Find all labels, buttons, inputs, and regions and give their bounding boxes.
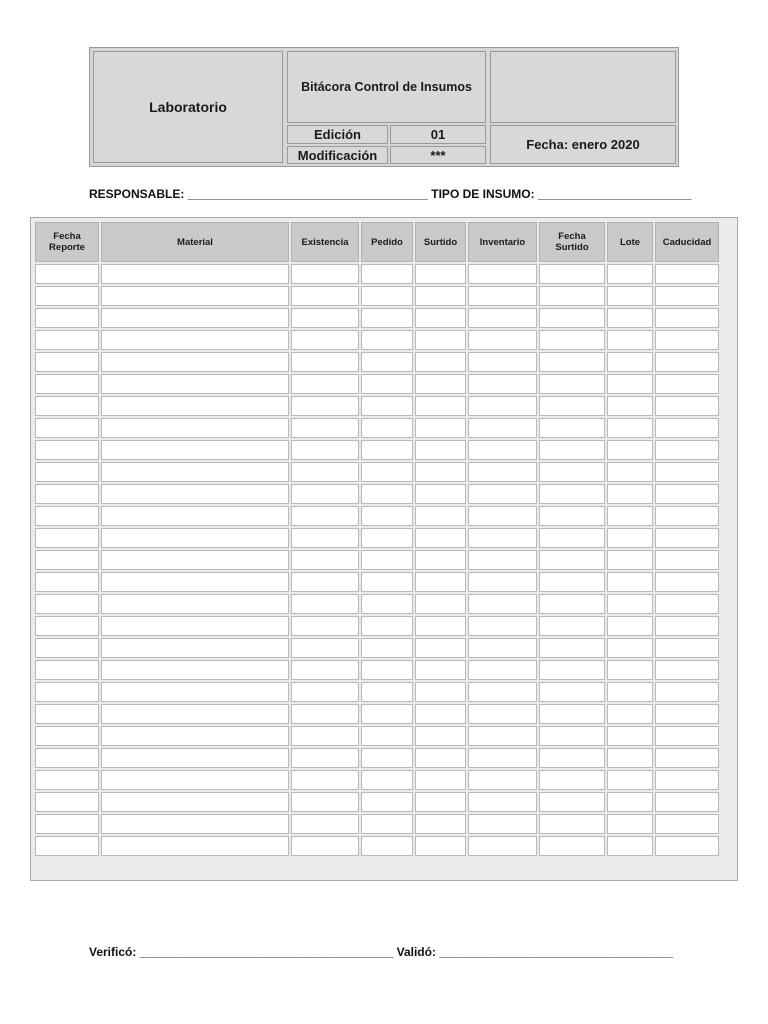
table-cell[interactable] <box>607 462 653 482</box>
table-cell[interactable] <box>291 396 359 416</box>
table-cell[interactable] <box>468 616 537 636</box>
table-cell[interactable] <box>101 286 289 306</box>
table-cell[interactable] <box>361 550 413 570</box>
table-cell[interactable] <box>35 660 99 680</box>
table-cell[interactable] <box>607 792 653 812</box>
table-cell[interactable] <box>607 440 653 460</box>
insumos-table <box>33 220 721 858</box>
table-cell[interactable] <box>361 264 413 284</box>
table-cell[interactable] <box>415 814 466 834</box>
table-cell[interactable] <box>35 704 99 724</box>
table-cell[interactable] <box>291 550 359 570</box>
table-cell[interactable] <box>539 572 605 592</box>
table-cell[interactable] <box>415 462 466 482</box>
table-cell[interactable] <box>539 594 605 614</box>
table-cell[interactable] <box>101 396 289 416</box>
table-cell[interactable] <box>361 638 413 658</box>
col-existencia: Existencia <box>291 222 359 262</box>
table-row <box>35 286 719 306</box>
table-cell[interactable] <box>655 308 719 328</box>
table-cell[interactable] <box>35 528 99 548</box>
table-cell[interactable] <box>539 616 605 636</box>
table-cell[interactable] <box>35 418 99 438</box>
table-cell[interactable] <box>655 594 719 614</box>
table-cell[interactable] <box>655 770 719 790</box>
table-cell[interactable] <box>291 682 359 702</box>
table-row <box>35 792 719 812</box>
edicion-value: 01 <box>390 125 486 144</box>
table-cell[interactable] <box>539 418 605 438</box>
table-cell[interactable] <box>291 770 359 790</box>
table-row <box>35 462 719 482</box>
table-cell[interactable] <box>607 264 653 284</box>
table-cell[interactable] <box>291 836 359 856</box>
table-cell[interactable] <box>415 374 466 394</box>
table-cell[interactable] <box>607 308 653 328</box>
table-cell[interactable] <box>361 374 413 394</box>
table-cell[interactable] <box>361 770 413 790</box>
responsable-tipo-line[interactable]: RESPONSABLE: ____________________________________ TIPO DE INSUMO: _______________________ <box>89 187 692 201</box>
table-row <box>35 440 719 460</box>
table-cell[interactable] <box>415 616 466 636</box>
table-cell[interactable] <box>35 748 99 768</box>
table-cell[interactable] <box>35 814 99 834</box>
table-cell[interactable] <box>468 792 537 812</box>
table-cell[interactable] <box>361 682 413 702</box>
table-cell[interactable] <box>35 374 99 394</box>
table-cell[interactable] <box>607 286 653 306</box>
table-cell[interactable] <box>415 440 466 460</box>
table-cell[interactable] <box>539 396 605 416</box>
table-cell[interactable] <box>101 308 289 328</box>
table-cell[interactable] <box>655 638 719 658</box>
col-pedido: Pedido <box>361 222 413 262</box>
logo-placeholder <box>490 51 676 123</box>
table-cell[interactable] <box>607 748 653 768</box>
table-cell[interactable] <box>291 594 359 614</box>
table-cell[interactable] <box>361 528 413 548</box>
table-cell[interactable] <box>607 594 653 614</box>
table-cell[interactable] <box>415 682 466 702</box>
table-cell[interactable] <box>607 616 653 636</box>
table-cell[interactable] <box>607 770 653 790</box>
table-cell[interactable] <box>415 330 466 350</box>
table-cell[interactable] <box>361 704 413 724</box>
table-body <box>35 264 719 856</box>
table-cell[interactable] <box>468 418 537 438</box>
table-cell[interactable] <box>415 726 466 746</box>
table-cell[interactable] <box>291 572 359 592</box>
table-cell[interactable] <box>655 792 719 812</box>
table-cell[interactable] <box>291 506 359 526</box>
table-cell[interactable] <box>655 264 719 284</box>
table-cell[interactable] <box>607 418 653 438</box>
table-row <box>35 374 719 394</box>
table-cell[interactable] <box>361 748 413 768</box>
table-cell[interactable] <box>415 264 466 284</box>
table-cell[interactable] <box>468 682 537 702</box>
table-cell[interactable] <box>655 418 719 438</box>
table-row <box>35 484 719 504</box>
table-cell[interactable] <box>35 792 99 812</box>
table-cell[interactable] <box>101 374 289 394</box>
table-cell[interactable] <box>361 792 413 812</box>
table-cell[interactable] <box>655 374 719 394</box>
fecha-label: Fecha: enero 2020 <box>490 125 676 164</box>
table-cell[interactable] <box>291 660 359 680</box>
table-cell[interactable] <box>468 440 537 460</box>
table-cell[interactable] <box>607 660 653 680</box>
table-cell[interactable] <box>291 792 359 812</box>
table-cell[interactable] <box>291 616 359 636</box>
table-cell[interactable] <box>291 286 359 306</box>
table-cell[interactable] <box>655 726 719 746</box>
table-cell[interactable] <box>35 616 99 636</box>
col-surtido: Surtido <box>415 222 466 262</box>
table-row <box>35 726 719 746</box>
table-row <box>35 308 719 328</box>
col-fecha-reporte: Fecha Reporte <box>35 222 99 262</box>
table-cell[interactable] <box>468 396 537 416</box>
table-cell[interactable] <box>607 484 653 504</box>
table-cell[interactable] <box>361 352 413 372</box>
table-cell[interactable] <box>291 726 359 746</box>
table-cell[interactable] <box>607 550 653 570</box>
table-cell[interactable] <box>655 572 719 592</box>
table-cell[interactable] <box>415 770 466 790</box>
table-cell[interactable] <box>361 484 413 504</box>
table-cell[interactable] <box>35 572 99 592</box>
table-cell[interactable] <box>415 396 466 416</box>
table-cell[interactable] <box>607 396 653 416</box>
table-cell[interactable] <box>291 814 359 834</box>
table-cell[interactable] <box>539 638 605 658</box>
signature-line[interactable]: Verificó: ______________________________________ Validó: ___________________________________ <box>89 945 673 959</box>
table-row <box>35 264 719 284</box>
table-cell[interactable] <box>415 704 466 724</box>
table-row <box>35 660 719 680</box>
table-cell[interactable] <box>101 352 289 372</box>
table-cell[interactable] <box>539 264 605 284</box>
table-cell[interactable] <box>101 440 289 460</box>
table-cell[interactable] <box>607 726 653 746</box>
table-cell[interactable] <box>101 484 289 504</box>
table-cell[interactable] <box>655 814 719 834</box>
table-cell[interactable] <box>655 616 719 636</box>
table-cell[interactable] <box>101 594 289 614</box>
table-row <box>35 418 719 438</box>
table-cell[interactable] <box>361 616 413 636</box>
table-cell[interactable] <box>468 462 537 482</box>
table-cell[interactable] <box>35 330 99 350</box>
table-cell[interactable] <box>655 704 719 724</box>
table-cell[interactable] <box>291 638 359 658</box>
table-cell[interactable] <box>539 770 605 790</box>
col-material: Material <box>101 222 289 262</box>
table-cell[interactable] <box>539 330 605 350</box>
table-cell[interactable] <box>35 396 99 416</box>
table-cell[interactable] <box>655 836 719 856</box>
table-cell[interactable] <box>361 286 413 306</box>
document-header <box>89 47 679 167</box>
table-cell[interactable] <box>655 748 719 768</box>
table-cell[interactable] <box>468 506 537 526</box>
table-cell[interactable] <box>415 836 466 856</box>
table-cell[interactable] <box>361 572 413 592</box>
table-cell[interactable] <box>539 308 605 328</box>
table-cell[interactable] <box>101 770 289 790</box>
table-cell[interactable] <box>607 704 653 724</box>
table-cell[interactable] <box>415 418 466 438</box>
table-cell[interactable] <box>468 638 537 658</box>
table-cell[interactable] <box>539 352 605 372</box>
table-cell[interactable] <box>539 814 605 834</box>
table-row <box>35 704 719 724</box>
table-cell[interactable] <box>607 638 653 658</box>
table-cell[interactable] <box>291 462 359 482</box>
table-cell[interactable] <box>291 374 359 394</box>
table-cell[interactable] <box>607 572 653 592</box>
table-cell[interactable] <box>539 484 605 504</box>
modificacion-value: *** <box>390 146 486 164</box>
table-cell[interactable] <box>101 814 289 834</box>
table-cell[interactable] <box>607 814 653 834</box>
table-cell[interactable] <box>607 836 653 856</box>
table-cell[interactable] <box>539 726 605 746</box>
table-cell[interactable] <box>539 748 605 768</box>
table-cell[interactable] <box>415 748 466 768</box>
table-cell[interactable] <box>35 440 99 460</box>
table-cell[interactable] <box>291 330 359 350</box>
table-cell[interactable] <box>35 726 99 746</box>
table-cell[interactable] <box>539 660 605 680</box>
table-cell[interactable] <box>361 396 413 416</box>
table-row <box>35 330 719 350</box>
table-cell[interactable] <box>468 286 537 306</box>
table-row <box>35 814 719 834</box>
table-cell[interactable] <box>655 396 719 416</box>
table-cell[interactable] <box>291 352 359 372</box>
table-cell[interactable] <box>607 506 653 526</box>
insumos-table-frame <box>30 217 738 881</box>
table-row <box>35 836 719 856</box>
table-cell[interactable] <box>291 264 359 284</box>
table-cell[interactable] <box>35 682 99 702</box>
table-cell[interactable] <box>415 484 466 504</box>
table-cell[interactable] <box>468 594 537 614</box>
table-cell[interactable] <box>361 308 413 328</box>
table-cell[interactable] <box>35 836 99 856</box>
table-cell[interactable] <box>101 418 289 438</box>
table-cell[interactable] <box>35 462 99 482</box>
table-cell[interactable] <box>468 660 537 680</box>
table-cell[interactable] <box>291 440 359 460</box>
table-cell[interactable] <box>415 352 466 372</box>
table-cell[interactable] <box>415 506 466 526</box>
table-cell[interactable] <box>101 616 289 636</box>
table-cell[interactable] <box>291 308 359 328</box>
table-cell[interactable] <box>101 682 289 702</box>
table-cell[interactable] <box>468 704 537 724</box>
table-row <box>35 550 719 570</box>
table-cell[interactable] <box>415 550 466 570</box>
table-cell[interactable] <box>101 330 289 350</box>
table-cell[interactable] <box>539 374 605 394</box>
table-cell[interactable] <box>361 330 413 350</box>
table-cell[interactable] <box>415 572 466 592</box>
table-cell[interactable] <box>415 792 466 812</box>
table-cell[interactable] <box>101 264 289 284</box>
table-cell[interactable] <box>415 638 466 658</box>
table-cell[interactable] <box>101 506 289 526</box>
table-cell[interactable] <box>468 550 537 570</box>
table-cell[interactable] <box>35 286 99 306</box>
col-inventario: Inventario <box>468 222 537 262</box>
table-cell[interactable] <box>468 352 537 372</box>
table-cell[interactable] <box>35 352 99 372</box>
table-cell[interactable] <box>539 286 605 306</box>
table-cell[interactable] <box>539 462 605 482</box>
table-cell[interactable] <box>101 550 289 570</box>
table-row <box>35 638 719 658</box>
table-cell[interactable] <box>655 330 719 350</box>
table-cell[interactable] <box>361 660 413 680</box>
table-cell[interactable] <box>361 462 413 482</box>
table-cell[interactable] <box>415 528 466 548</box>
table-cell[interactable] <box>655 506 719 526</box>
table-cell[interactable] <box>468 374 537 394</box>
table-cell[interactable] <box>101 704 289 724</box>
table-cell[interactable] <box>539 792 605 812</box>
edicion-label: Edición <box>287 125 388 144</box>
table-cell[interactable] <box>539 836 605 856</box>
table-cell[interactable] <box>539 704 605 724</box>
table-row <box>35 594 719 614</box>
table-cell[interactable] <box>539 528 605 548</box>
table-cell[interactable] <box>539 682 605 702</box>
table-cell[interactable] <box>468 814 537 834</box>
document-title: Bitácora Control de Insumos <box>287 51 486 123</box>
table-cell[interactable] <box>291 748 359 768</box>
table-cell[interactable] <box>35 594 99 614</box>
table-cell[interactable] <box>655 352 719 372</box>
table-cell[interactable] <box>101 748 289 768</box>
table-cell[interactable] <box>607 352 653 372</box>
table-cell[interactable] <box>35 770 99 790</box>
col-caducidad: Caducidad <box>655 222 719 262</box>
table-cell[interactable] <box>101 462 289 482</box>
table-cell[interactable] <box>655 484 719 504</box>
table-cell[interactable] <box>655 550 719 570</box>
table-cell[interactable] <box>361 440 413 460</box>
col-lote: Lote <box>607 222 653 262</box>
table-cell[interactable] <box>539 550 605 570</box>
table-cell[interactable] <box>101 792 289 812</box>
table-header-row <box>35 222 719 262</box>
table-cell[interactable] <box>101 726 289 746</box>
table-cell[interactable] <box>655 682 719 702</box>
table-cell[interactable] <box>607 330 653 350</box>
table-row <box>35 770 719 790</box>
table-cell[interactable] <box>468 748 537 768</box>
table-cell[interactable] <box>291 528 359 548</box>
table-cell[interactable] <box>468 836 537 856</box>
table-row <box>35 396 719 416</box>
table-cell[interactable] <box>35 638 99 658</box>
table-cell[interactable] <box>415 594 466 614</box>
modificacion-label: Modificación <box>287 146 388 164</box>
table-cell[interactable] <box>539 506 605 526</box>
table-cell[interactable] <box>361 506 413 526</box>
table-cell[interactable] <box>607 528 653 548</box>
table-cell[interactable] <box>655 286 719 306</box>
table-cell[interactable] <box>655 462 719 482</box>
col-fecha-surtido: Fecha Surtido <box>539 222 605 262</box>
table-cell[interactable] <box>468 484 537 504</box>
table-cell[interactable] <box>101 572 289 592</box>
table-cell[interactable] <box>35 550 99 570</box>
table-row <box>35 682 719 702</box>
table-cell[interactable] <box>468 308 537 328</box>
table-cell[interactable] <box>468 726 537 746</box>
table-cell[interactable] <box>655 440 719 460</box>
table-cell[interactable] <box>35 484 99 504</box>
table-cell[interactable] <box>361 594 413 614</box>
table-cell[interactable] <box>291 484 359 504</box>
table-cell[interactable] <box>607 374 653 394</box>
table-cell[interactable] <box>35 308 99 328</box>
table-row <box>35 506 719 526</box>
table-cell[interactable] <box>361 418 413 438</box>
table-cell[interactable] <box>361 726 413 746</box>
table-cell[interactable] <box>361 814 413 834</box>
table-row <box>35 572 719 592</box>
table-cell[interactable] <box>35 264 99 284</box>
table-cell[interactable] <box>101 660 289 680</box>
table-cell[interactable] <box>101 638 289 658</box>
table-cell[interactable] <box>468 528 537 548</box>
table-row <box>35 528 719 548</box>
table-cell[interactable] <box>468 572 537 592</box>
table-cell[interactable] <box>415 660 466 680</box>
table-cell[interactable] <box>291 418 359 438</box>
table-cell[interactable] <box>101 528 289 548</box>
laboratorio-label: Laboratorio <box>93 51 283 163</box>
table-cell[interactable] <box>468 330 537 350</box>
table-cell[interactable] <box>539 440 605 460</box>
table-row <box>35 748 719 768</box>
table-cell[interactable] <box>468 770 537 790</box>
table-cell[interactable] <box>655 660 719 680</box>
table-cell[interactable] <box>35 506 99 526</box>
table-cell[interactable] <box>101 836 289 856</box>
table-cell[interactable] <box>415 286 466 306</box>
table-cell[interactable] <box>468 264 537 284</box>
table-cell[interactable] <box>361 836 413 856</box>
table-row <box>35 352 719 372</box>
table-cell[interactable] <box>415 308 466 328</box>
table-cell[interactable] <box>607 682 653 702</box>
table-row <box>35 616 719 636</box>
table-cell[interactable] <box>291 704 359 724</box>
table-cell[interactable] <box>655 528 719 548</box>
